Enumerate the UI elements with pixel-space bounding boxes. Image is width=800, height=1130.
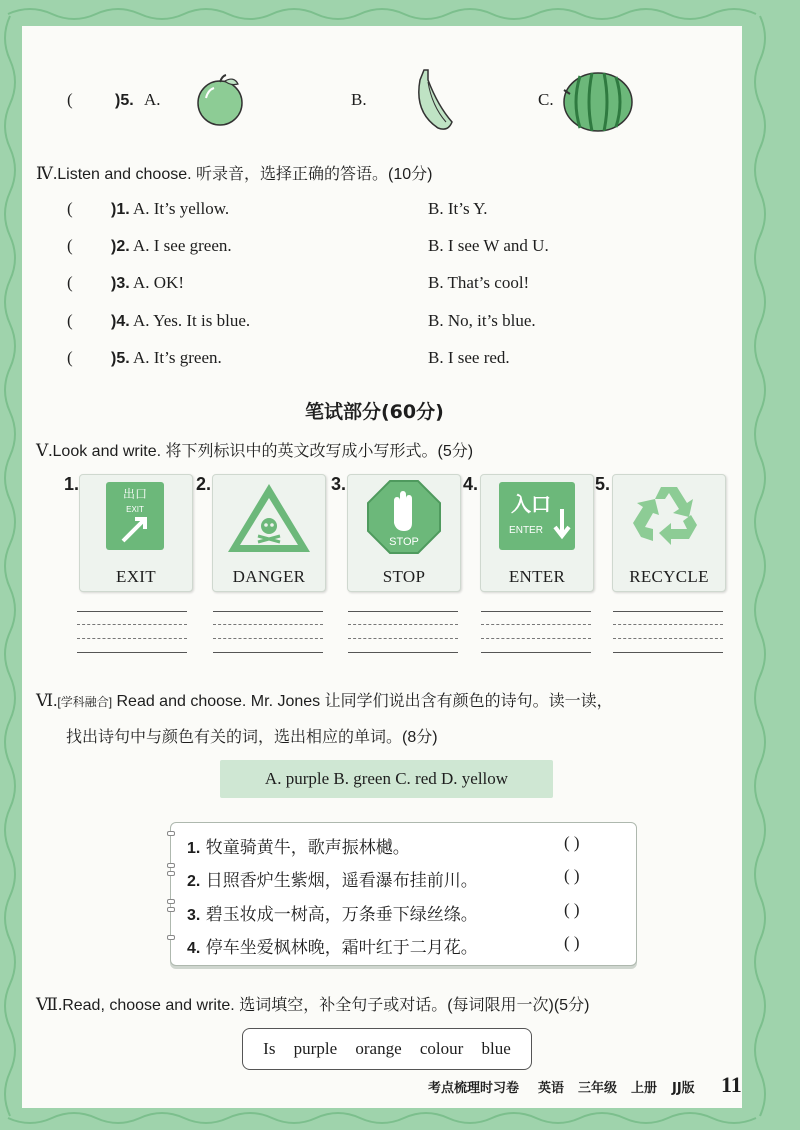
page-number: 11: [721, 1072, 742, 1097]
top-item-paren: (: [67, 90, 73, 109]
word-bank-box: Is purple orange colour blue: [242, 1028, 532, 1070]
sign-number-4: 4.: [463, 474, 479, 494]
svg-text:ENTER: ENTER: [509, 525, 543, 536]
enter-sign-label: ENTER: [508, 567, 566, 586]
sign-number-1: 1.: [64, 474, 80, 494]
danger-sign-card: [212, 474, 326, 592]
sign-number-3: 3.: [331, 474, 347, 494]
section6-numeral: Ⅵ.: [36, 691, 58, 710]
watermelon-icon: [558, 68, 636, 134]
section6-heading: [36, 688, 613, 711]
footer-grade: 三年级: [578, 1081, 618, 1096]
answer-blank[interactable]: ( ): [564, 866, 580, 885]
section6-title: Read and choose. Mr. Jones 让同学们说出含有颜色的诗句。读一读，: [116, 693, 613, 710]
exit-sign-label: EXIT: [116, 567, 156, 586]
poem-list-box: 1. 牧童骑黄牛，歌声振林樾。 ( ) 2. 日照香炉生紫烟，遥看瀑布挂前川。 ( ) 3. 碧玉妆成一树高，万条垂下绿丝绦。 ( ) 4. 停车坐爱枫林晚，霜叶红于二月花。 ( ): [170, 822, 637, 966]
section7-heading: [36, 992, 589, 1015]
option-b: B. That’s cool!: [428, 273, 530, 292]
top-item-number: )5.: [115, 92, 134, 109]
exit-sign-icon: [105, 481, 165, 551]
stop-sign-label: STOP: [382, 567, 426, 586]
section7-title: Read, choose and write. 选词填空，补全句子或对话。(每词限用一次)(5分): [62, 997, 590, 1014]
footer-edition: JJ版: [672, 1081, 695, 1096]
enter-sign-icon: [498, 481, 576, 551]
color-options-box: A. purple B. green C. red D. yellow: [220, 760, 553, 798]
sign-number-5: 5.: [595, 474, 611, 494]
option-b: B. I see W and U.: [428, 236, 549, 255]
stop-sign-card: [347, 474, 461, 592]
exit-sign-card: [79, 474, 193, 592]
footer-subject: 英语: [538, 1081, 565, 1096]
section7-numeral: Ⅶ.: [36, 995, 63, 1014]
recycle-sign-label: RECYCLE: [629, 567, 709, 586]
section4-heading: [36, 161, 432, 184]
svg-text:出口: 出口: [122, 487, 148, 501]
recycle-sign-card: [612, 474, 726, 592]
option-b: B. I see red.: [428, 348, 510, 367]
footer-series: 考点梳理时习卷: [428, 1081, 520, 1096]
answer-blank[interactable]: ( ): [564, 933, 580, 952]
section4-numeral: Ⅳ.: [36, 164, 58, 183]
svg-text:EXIT: EXIT: [126, 505, 144, 514]
danger-sign-icon: [225, 481, 313, 555]
recycle-sign-icon: [631, 481, 707, 555]
footer-term: 上册: [631, 1081, 658, 1096]
section6-tag: [学科融合]: [57, 695, 113, 709]
banana-icon: [408, 66, 458, 134]
danger-sign-label: DANGER: [232, 567, 306, 586]
option-b: B. It’s Y.: [428, 199, 488, 218]
stop-sign-icon: [366, 479, 442, 555]
apple-icon: [192, 72, 248, 128]
enter-sign-card: [480, 474, 594, 592]
svg-text:STOP: STOP: [389, 536, 419, 548]
written-part-heading: 笔试部分(60分): [305, 401, 444, 423]
section5-numeral: Ⅴ.: [36, 441, 53, 460]
top-option-a: A.: [144, 90, 161, 109]
sign-number-2: 2.: [196, 474, 212, 494]
answer-blank[interactable]: ( ): [564, 833, 580, 852]
section5-heading: [36, 438, 473, 461]
svg-text:入口: 入口: [511, 492, 551, 516]
option-b: B. No, it’s blue.: [428, 311, 536, 330]
section4-title: Listen and choose. 听录音，选择正确的答语。(10分): [57, 166, 433, 183]
top-option-b: B.: [351, 90, 367, 109]
top-option-c: C.: [538, 90, 554, 109]
section5-title: Look and write. 将下列标识中的英文改写成小写形式。(5分): [52, 443, 474, 460]
answer-blank[interactable]: ( ): [564, 900, 580, 919]
section6-subtitle: 找出诗句中与颜色有关的词，选出相应的单词。(8分): [66, 729, 438, 746]
